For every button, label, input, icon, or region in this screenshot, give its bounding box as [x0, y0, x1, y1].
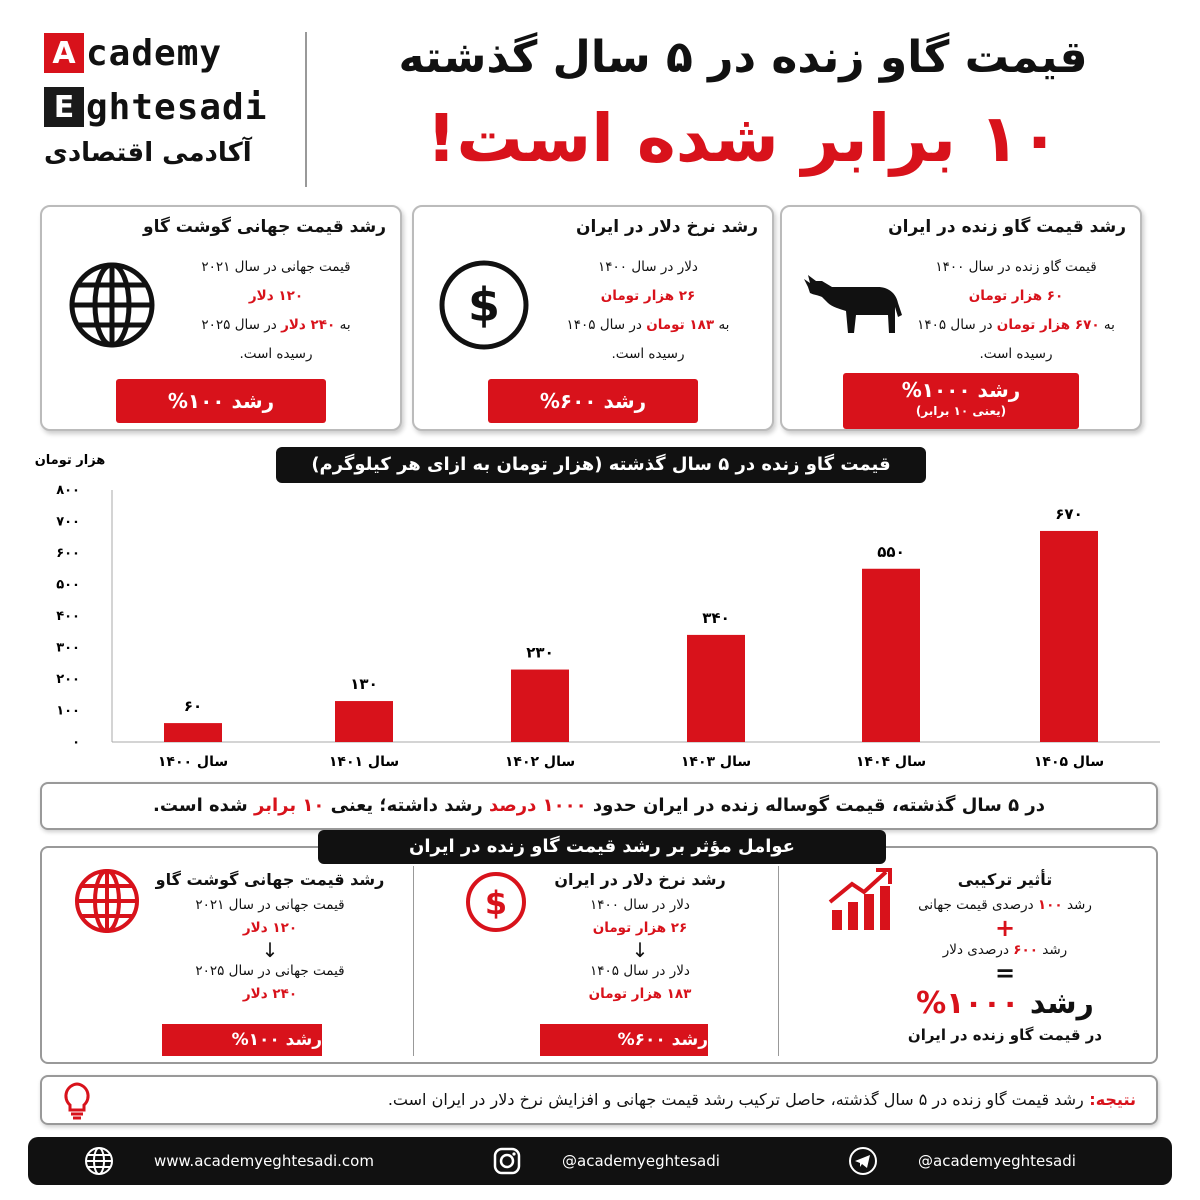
growth-badge-sub: (یعنی ۱۰ برابر): [915, 404, 1007, 418]
card-body: [548, 253, 748, 369]
combined-result-word: رشد: [1029, 986, 1094, 1021]
factor-line-3: قیمت جهانی در سال ۲۰۲۵: [195, 963, 345, 979]
card-line-3-suffix: در سال ۱۴۰۵: [566, 317, 642, 333]
footer-website-link[interactable]: www.academyeghtesadi.com: [154, 1152, 374, 1170]
y-axis-ticks: [56, 483, 80, 750]
bars: [158, 505, 1104, 770]
brand-logo: [44, 30, 284, 200]
factor-line-1: دلار در سال ۱۴۰۰: [590, 897, 690, 913]
card-body: [176, 253, 376, 369]
y-tick-label: ۱۰۰: [56, 703, 80, 719]
card-line-4: رسیده است.: [239, 346, 313, 362]
bar-value-label: ۵۵۰: [877, 542, 905, 561]
down-arrow-icon: ↓: [631, 938, 649, 962]
factor-line-4: ۲۴۰ دلار: [242, 986, 298, 1002]
factor-line-2: ۱۲۰ دلار: [242, 920, 298, 936]
card-title: رشد قیمت گاو زنده در ایران: [888, 217, 1126, 237]
globe-icon: [64, 257, 160, 353]
factor-line-number: ۱۰۰: [1037, 897, 1063, 913]
factor-dollar: [530, 866, 750, 1006]
x-tick-label: سال ۱۴۰۵: [1033, 754, 1105, 770]
y-tick-label: ۰: [72, 735, 80, 750]
y-tick-label: ۴۰۰: [56, 609, 80, 624]
summary-unit: درصد: [489, 795, 537, 816]
dollar-icon: [464, 870, 528, 934]
bar: [862, 569, 920, 742]
factor-line-number: ۶۰۰: [1013, 942, 1038, 958]
summary-multiplier: ۱۰: [302, 795, 325, 816]
card-line-2: ۶۰ هزار تومان: [968, 288, 1064, 304]
factor-line-1: قیمت جهانی در سال ۲۰۲۱: [195, 897, 345, 913]
factor-line-suffix: درصدی دلار: [942, 942, 1009, 958]
factor-line-4: ۱۸۳ هزار تومان: [588, 986, 692, 1002]
summary-number: ۱۰۰۰: [542, 795, 587, 816]
factor-growth-badge: رشد ۱۰۰%: [162, 1024, 322, 1056]
growth-badge: رشد ۱۰۰%: [116, 379, 326, 423]
bar: [511, 670, 569, 742]
globe-icon: [72, 866, 142, 936]
svg-text:$: $: [484, 884, 508, 922]
web-icon: [84, 1146, 114, 1176]
card-line-3-prefix: به: [339, 317, 351, 333]
stat-card-cow-price: [780, 205, 1142, 431]
bar-value-label: ۳۴۰: [702, 608, 730, 627]
factor-global: [150, 866, 390, 1006]
summary-part-3: شده است.: [152, 795, 248, 816]
conclusion-text: [388, 1077, 1136, 1123]
footer-instagram-handle[interactable]: @academyeghtesadi: [562, 1152, 720, 1170]
footer-bar: [28, 1137, 1172, 1185]
summary-part-1: در ۵ سال گذشته، قیمت گوساله زنده در ایران حدود: [592, 795, 1046, 816]
card-line-3-value: ۲۴۰ دلار: [281, 317, 336, 333]
cow-icon: [796, 267, 906, 347]
factor-combined: [880, 866, 1130, 1047]
logo-line-academy: [44, 30, 284, 76]
summary-part-2: رشد داشته؛ یعنی: [330, 795, 483, 816]
card-line-3: [916, 311, 1116, 340]
card-line-3-suffix: در سال ۲۰۲۵: [201, 317, 277, 333]
card-line-3: [548, 311, 748, 340]
factors-divider: [413, 866, 414, 1056]
bar-chart: [0, 440, 1200, 775]
summary-statement: [40, 782, 1158, 830]
card-line-3-prefix: به: [1103, 317, 1115, 333]
logo-word-academy: cademy: [86, 32, 223, 74]
plus-sign: +: [994, 914, 1016, 942]
summary-multiplier-word: برابر: [254, 795, 297, 816]
card-line-3: [176, 311, 376, 340]
card-line-2: ۲۶ هزار تومان: [600, 288, 696, 304]
logo-letter-e: E: [44, 87, 84, 127]
y-tick-label: ۸۰۰: [56, 483, 80, 498]
factor-line-prefix: رشد: [1042, 942, 1068, 958]
card-title: رشد نرخ دلار در ایران: [575, 217, 758, 237]
growth-badge: [843, 373, 1079, 429]
svg-text:$: $: [467, 278, 501, 332]
combined-result-sub: در قیمت گاو زنده در ایران: [907, 1026, 1103, 1044]
bar: [687, 635, 745, 742]
down-arrow-icon: ↓: [261, 938, 279, 962]
bar: [335, 701, 393, 742]
card-line-3-value: ۶۷۰ هزار تومان: [996, 317, 1100, 333]
chart-title: قیمت گاو زنده در ۵ سال گذشته (هزار تومان به ازای هر کیلوگرم): [276, 447, 926, 483]
card-line-1: قیمت جهانی در سال ۲۰۲۱: [201, 259, 351, 275]
factor-line-suffix: درصدی قیمت جهانی: [918, 897, 1034, 913]
bar: [1040, 531, 1098, 742]
factor-line-3: دلار در سال ۱۴۰۵: [590, 963, 690, 979]
bar-value-label: ۱۳۰: [350, 675, 378, 694]
telegram-icon: [848, 1146, 878, 1176]
y-tick-label: ۳۰۰: [56, 640, 80, 656]
y-tick-label: ۷۰۰: [56, 514, 80, 530]
bar-value-label: ۲۳۰: [526, 643, 554, 662]
factor-title: رشد نرخ دلار در ایران: [554, 870, 726, 889]
x-tick-label: سال ۱۴۰۰: [157, 754, 229, 770]
combined-result-value: ۱۰۰۰%: [916, 986, 1020, 1021]
factor-growth-badge: رشد ۶۰۰%: [540, 1024, 708, 1056]
card-line-1: قیمت گاو زنده در سال ۱۴۰۰: [935, 259, 1097, 275]
equals-sign: =: [994, 959, 1016, 987]
dollar-icon: [436, 257, 532, 353]
x-tick-label: سال ۱۴۰۲: [504, 754, 576, 770]
y-tick-label: ۲۰۰: [56, 672, 80, 687]
y-tick-label: ۵۰۰: [56, 577, 80, 593]
card-line-4: رسیده است.: [979, 346, 1053, 362]
factors-divider: [778, 866, 779, 1056]
x-tick-label: سال ۱۴۰۱: [328, 754, 400, 770]
stat-card-dollar-rate: [412, 205, 774, 431]
logo-letter-a: A: [44, 33, 84, 73]
conclusion-box: [40, 1075, 1158, 1125]
card-line-4: رسیده است.: [611, 346, 685, 362]
card-line-3-value: ۱۸۳ تومان: [646, 317, 715, 333]
card-line-3-suffix: در سال ۱۴۰۵: [917, 317, 993, 333]
logo-persian-name: آکادمی اقتصادی: [44, 138, 252, 168]
page-title: قیمت گاو زنده در ۵ سال گذشته: [398, 32, 1088, 83]
y-axis-title: هزار تومان: [34, 453, 106, 468]
conclusion-body: رشد قیمت گاو زنده در ۵ سال گذشته، حاصل ترکیب رشد قیمت جهانی و افزایش نرخ دلار در ایران است.: [387, 1090, 1084, 1109]
growth-badge: رشد ۶۰۰%: [488, 379, 698, 423]
instagram-icon: [492, 1146, 522, 1176]
card-line-3-prefix: به: [718, 317, 730, 333]
x-tick-label: سال ۱۴۰۳: [680, 754, 752, 770]
stat-card-global-beef: [40, 205, 402, 431]
card-line-1: دلار در سال ۱۴۰۰: [598, 259, 698, 275]
page-headline: ۱۰ برابر شده است!: [426, 100, 1060, 177]
footer-telegram-handle[interactable]: @academyeghtesadi: [918, 1152, 1076, 1170]
factor-line-2: ۲۶ هزار تومان: [592, 920, 688, 936]
conclusion-label: نتیجه:: [1089, 1090, 1136, 1109]
card-line-2: ۱۲۰ دلار: [248, 288, 304, 304]
bar-value-label: ۶۷۰: [1055, 504, 1083, 523]
growth-badge-text: رشد ۱۰۰۰%: [901, 378, 1021, 402]
lightbulb-icon: [60, 1081, 94, 1121]
logo-word-eghtesadi: ghtesadi: [86, 86, 268, 128]
logo-line-eghtesadi: [44, 84, 284, 130]
card-title: رشد قیمت جهانی گوشت گاو: [143, 217, 386, 237]
combined-result: [880, 984, 1130, 1024]
factor-line-prefix: رشد: [1066, 897, 1092, 913]
card-body: [916, 253, 1116, 369]
x-tick-label: سال ۱۴۰۴: [855, 754, 927, 770]
factor-title: تأثیر ترکیبی: [957, 870, 1053, 889]
y-tick-label: ۶۰۰: [56, 546, 80, 561]
factor-title: رشد قیمت جهانی گوشت گاو: [155, 870, 385, 889]
factors-title: عوامل مؤثر بر رشد قیمت گاو زنده در ایران: [318, 830, 886, 864]
header-divider: [305, 32, 307, 187]
bar: [164, 723, 222, 742]
bar-value-label: ۶۰: [183, 697, 203, 716]
